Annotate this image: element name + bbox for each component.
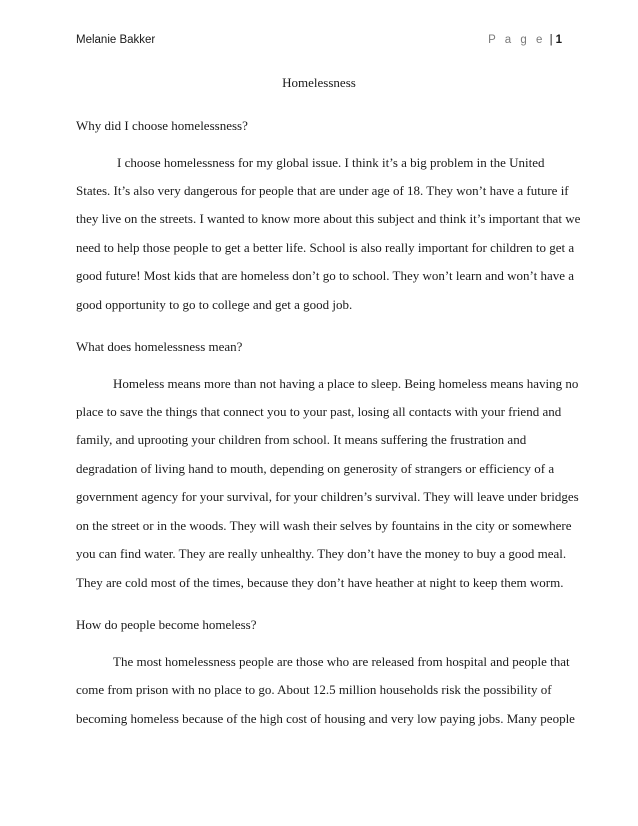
paragraph-line: I choose homelessness for my global issue. I think it’s a big problem in the United [117, 155, 545, 170]
paragraph-line: need to help those people to get a better life. School is also really important for children to get a [76, 240, 575, 255]
section-heading: How do people become homeless? [76, 617, 257, 632]
paragraph-line: government agency for your survival, for your children’s survival. They will leave under bridges [76, 489, 579, 504]
paragraph-line: family, and uprooting your children from school. It means suffering the frustration and [76, 432, 527, 447]
header-page-number [488, 34, 562, 46]
paragraph-line: good future! Most kids that are homeless don’t go to school. They won’t learn and won’t have a [76, 268, 574, 283]
page-number: 1 [555, 34, 562, 46]
paragraph-line: becoming homeless because of the high cost of housing and very low paying jobs. Many people [76, 711, 575, 726]
section-heading: Why did I choose homelessness? [76, 118, 248, 133]
paragraph-line: good opportunity to go to college and get a good job. [76, 297, 353, 312]
page-label: P a g e [488, 34, 546, 46]
paragraph-line: you can find water. They are really unhealthy. They don’t have the money to buy a good meal. [76, 546, 567, 561]
paragraph-line: They are cold most of the times, because they don’t have heather at night to keep them worm. [76, 575, 564, 590]
paragraph-line: Homeless means more than not having a place to sleep. Being homeless means having no [113, 376, 579, 391]
paragraph-line: they live on the streets. I wanted to know more about this subject and think it’s important that we [76, 211, 581, 226]
section-heading: What does homelessness mean? [76, 339, 243, 354]
paragraph-line: States. It’s also very dangerous for people that are under age of 18. They won’t have a future if [76, 183, 569, 198]
paragraph-line: come from prison with no place to go. About 12.5 million households risk the possibility of [76, 682, 552, 697]
document-title: Homelessness [282, 75, 356, 90]
paragraph-line: The most homelessness people are those who are released from hospital and people that [113, 654, 570, 669]
paragraph-line: place to save the things that connect you to your past, losing all contacts with your friend and [76, 404, 562, 419]
page-separator: | [549, 34, 553, 46]
paragraph-line: degradation of living hand to mouth, depending on generosity of strangers or efficiency of a [76, 461, 555, 476]
paragraph-line: on the street or in the woods. They will wash their selves by fountains in the city or somewhere [76, 518, 572, 533]
header-author: Melanie Bakker [76, 34, 156, 46]
page-header [76, 34, 562, 50]
